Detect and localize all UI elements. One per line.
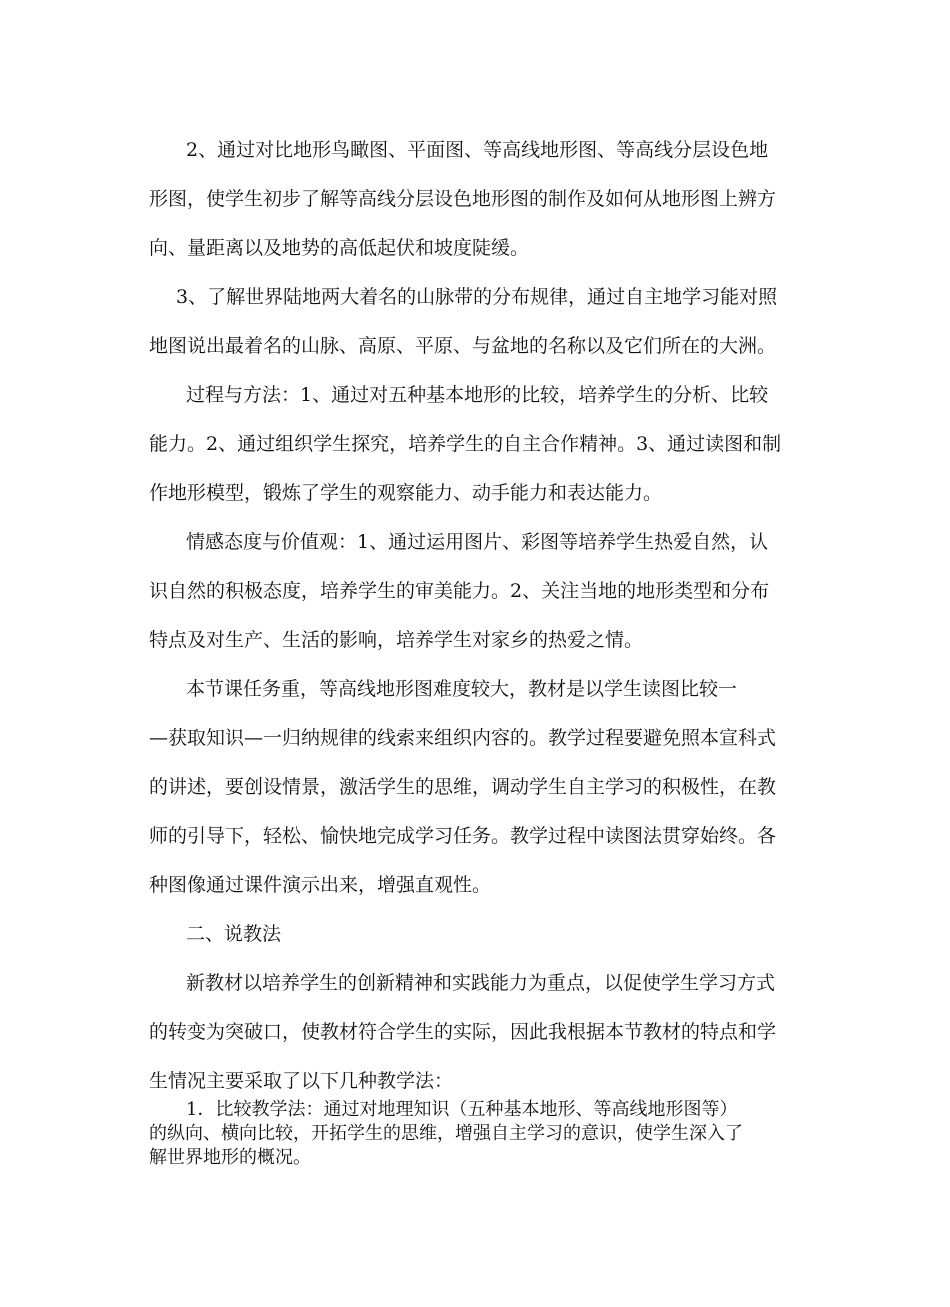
text-line: 生情况主要采取了以下几种教学法： xyxy=(149,1070,454,1092)
text-line: 2、通过对比地形鸟瞰图、平面图、等高线地形图、等高线分层设色地 xyxy=(186,139,769,161)
text-line: 向、量距离以及地势的高低起伏和坡度陡缓。 xyxy=(149,237,530,259)
text-line: 情感态度与价值观：1、通过运用图片、彩图等培养学生热爱自然，认 xyxy=(186,531,769,553)
text-line: 的讲述，要创设情景，激活学生的思维，调动学生自主学习的积极性，在教 xyxy=(149,776,777,798)
text-line: 1．比较教学法：通过对地理知识（五种基本地形、等高线地形图等） xyxy=(186,1099,738,1120)
text-line: 特点及对生产、生活的影响，培养学生对家乡的热爱之情。 xyxy=(149,629,644,651)
text-line: 新教材以培养学生的创新精神和实践能力为重点，以促使学生学习方式 xyxy=(186,972,776,994)
text-line: 形图，使学生初步了解等高线分层设色地形图的制作及如何从地形图上辨方 xyxy=(149,188,777,210)
text-line: 的转变为突破口，使教材符合学生的实际，因此我根据本节教材的特点和学 xyxy=(149,1021,777,1043)
text-line: —获取知识—一归纳规律的线索来组织内容的。教学过程要避免照本宣科式 xyxy=(149,727,777,749)
section-heading: 二、说教法 xyxy=(186,923,282,945)
text-line: 过程与方法：1、通过对五种基本地形的比较，培养学生的分析、比较 xyxy=(186,384,769,406)
text-line: 能力。2、通过组织学生探究，培养学生的自主合作精神。3、通过读图和制 xyxy=(149,433,782,455)
text-line: 作地形模型，锻炼了学生的观察能力、动手能力和表达能力。 xyxy=(149,482,663,504)
text-line: 地图说出最着名的山脉、高原、平原、与盆地的名称以及它们所在的大洲。 xyxy=(149,335,777,357)
text-line: 师的引导下，轻松、愉快地完成学习任务。教学过程中读图法贯穿始终。各 xyxy=(149,825,777,847)
text-line: 3、了解世界陆地两大着名的山脉带的分布规律，通过自主地学习能对照 xyxy=(176,286,778,308)
text-line: 本节课任务重，等高线地形图难度较大，教材是以学生读图比较一 xyxy=(186,678,738,700)
text-line: 的纵向、横向比较，开拓学生的思维，增强自主学习的意识，使学生深入了 xyxy=(149,1123,743,1144)
text-line: 解世界地形的概况。 xyxy=(149,1147,311,1168)
text-line: 识自然的积极态度，培养学生的审美能力。2、关注当地的地形类型和分布 xyxy=(149,580,770,602)
text-line: 种图像通过课件演示出来，增强直观性。 xyxy=(149,874,492,896)
